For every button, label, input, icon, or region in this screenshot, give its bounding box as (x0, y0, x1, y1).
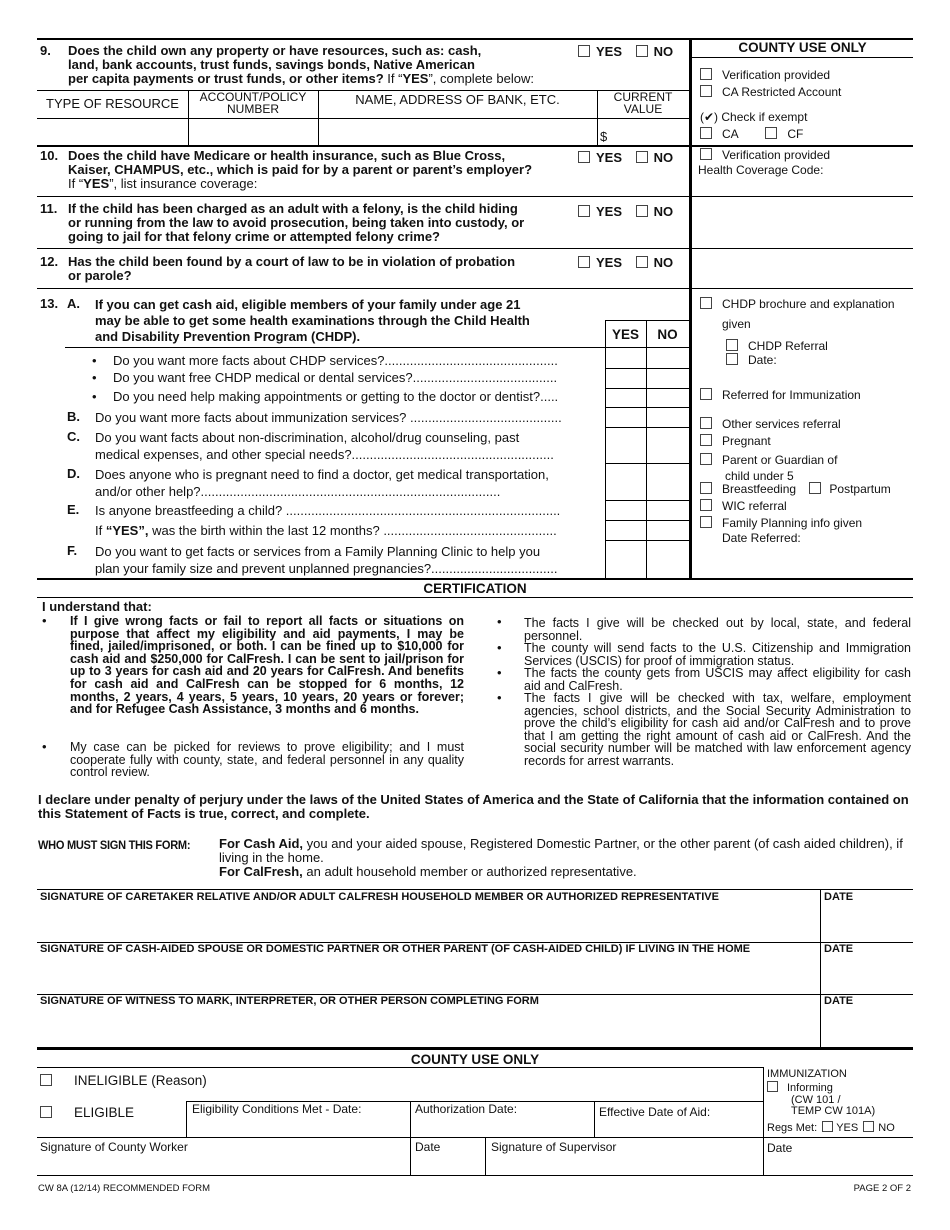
q10-line3b: YES (83, 176, 110, 191)
q9-county-ca-restricted (700, 85, 841, 100)
q13-bottom-rule (37, 578, 913, 580)
county-use-only-header: COUNTY USE ONLY (738, 40, 867, 55)
signature-witness-label: SIGNATURE OF WITNESS TO MARK, INTERPRETER, OR OTHER PERSON COMPLETING FORM (40, 995, 539, 1007)
q13-e1-no-cell[interactable] (647, 501, 689, 520)
q13-f-line1: Do you want to get facts or services from a Family Planning Clinic to help you (95, 544, 541, 559)
q9-cf-label: CF (787, 127, 804, 141)
q9-line3a: per capita payments or trust funds, or other items? (68, 71, 384, 86)
q13-e-line2a: If (95, 523, 106, 538)
q9-ca-label: CA (722, 127, 739, 141)
effective-date-label: Effective Date of Aid: (599, 1105, 711, 1119)
who-calfresh-label: For CalFresh, (219, 864, 303, 879)
q13-county-chdp-brochure (700, 297, 895, 312)
q13-b-no-cell[interactable] (647, 408, 689, 427)
q13-e1-yes-cell[interactable] (606, 501, 646, 520)
q13-grid-top (605, 320, 689, 321)
sig3-date-field[interactable] (821, 1009, 913, 1047)
informing-label: Informing (787, 1082, 833, 1094)
q13-date-label: Date: (748, 353, 777, 367)
county-header-rule (689, 57, 913, 58)
q11-yes-checkbox[interactable] (578, 205, 590, 217)
county-worker-signature-label: Signature of County Worker (40, 1140, 188, 1154)
q9-line1: Does the child own any property or have resources, such as: cash, (68, 43, 482, 58)
regs-met-row (767, 1121, 895, 1135)
q12-bottom-rule (37, 288, 913, 289)
q13-pregnant-label: Pregnant (722, 434, 771, 448)
q10-bottom-rule (37, 196, 913, 197)
q9-ca-checkbox[interactable] (700, 127, 712, 139)
cw101-label: (CW 101 / (791, 1094, 841, 1106)
q9-check-exempt: (✔) Check if exempt (700, 110, 808, 124)
q13-e-line2 (95, 523, 598, 539)
q13-e-line2b: “YES”, (105, 523, 149, 538)
county-bottom-final-rule (37, 1175, 913, 1176)
q13-wic-label: WIC referral (722, 499, 787, 513)
q13-county-pregnant (700, 434, 771, 449)
q13-county-child-under5: child under 5 (725, 469, 794, 483)
q9-value-input[interactable]: $ (600, 129, 608, 144)
q9-cf-checkbox[interactable] (765, 127, 777, 139)
q13-postpartum-label: Postpartum (829, 482, 891, 496)
county-bottom-signature-rule (37, 1137, 913, 1138)
q13-family-planning-label: Family Planning info given (722, 516, 863, 530)
county-bottom-col-3 (594, 1101, 595, 1137)
q13-date-checkbox[interactable] (726, 353, 738, 365)
q13-chdp-referral-checkbox[interactable] (726, 339, 738, 351)
q13-d-no-cell[interactable] (647, 464, 689, 500)
cert-right-bullet1-dot: • (497, 614, 502, 629)
q13-d-letter: D. (67, 466, 80, 481)
regs-met-yes-label: YES (836, 1122, 859, 1134)
sig3-date-label: DATE (824, 995, 854, 1007)
certification-understand: I understand that: (42, 599, 152, 614)
signature-caretaker-field[interactable] (38, 905, 819, 941)
q13-yes-header: YES (611, 327, 639, 342)
sig2-date-field[interactable] (821, 957, 913, 993)
q13-f-line2: plan your family size and prevent unplanned pregnancies?................................... (95, 561, 558, 576)
q13-e-letter: E. (67, 502, 80, 517)
q9-col-name: NAME, ADDRESS OF BANK, ETC. (355, 92, 560, 107)
q9-line3c: YES (402, 71, 429, 86)
q13-bullet3-no-cell[interactable] (647, 389, 689, 407)
cert-left-bullet2-dot: • (42, 739, 47, 754)
q13-a-question (95, 297, 595, 345)
q10-yes-no (578, 150, 673, 165)
page-number: PAGE 2 OF 2 (853, 1183, 911, 1194)
county-bottom-col-1 (186, 1101, 187, 1137)
q13-chdp-brochure-checkbox[interactable] (700, 297, 712, 309)
q13-d-line1: Does anyone who is pregnant need to find a doctor, get medical transportation, (95, 467, 549, 482)
q11-question (68, 202, 573, 244)
q9-col-value: CURRENT VALUE (613, 90, 673, 116)
q12-yes-checkbox[interactable] (578, 256, 590, 268)
q13-bullet3: Do you need help making appointments or getting to the doctor or dentist?..... (113, 390, 559, 404)
cert-left-bullet2: My case can be picked for reviews to prove eligibility; and I must cooperate fully with county, state, and federal personnel in any quality control review. (70, 740, 464, 780)
q13-b-letter: B. (67, 409, 80, 424)
q13-immunization-label: Referred for Immunization (722, 388, 861, 402)
q10-verification-label: Verification provided (722, 148, 831, 162)
q13-breastfeeding-label: Breastfeeding (722, 482, 797, 496)
county-bottom-col-4 (485, 1137, 486, 1175)
who-cash-aid-text: you and your aided spouse, Registered Domestic Partner, or the other parent (of cash aided children), if living in the home. (219, 836, 903, 865)
q10-no-checkbox[interactable] (636, 151, 648, 163)
supervisor-date-label: Date (767, 1141, 793, 1155)
q11-yes-label: YES (596, 204, 623, 219)
q13-bullet1-yes-cell[interactable] (606, 348, 646, 368)
q11-yes-no (578, 204, 673, 219)
q13-no-header: NO (657, 327, 678, 342)
supervisor-signature-label: Signature of Supervisor (491, 1140, 617, 1154)
q13-bullet1-no-cell[interactable] (647, 348, 689, 368)
cert-right-bullet3: The facts the county gets from USCIS may affect eligibility for cash aid and CalFresh. (524, 666, 911, 693)
authorization-date-label: Authorization Date: (415, 1102, 518, 1116)
certification-title: CERTIFICATION (423, 581, 527, 596)
form-id: CW 8A (12/14) RECOMMENDED FORM (38, 1183, 211, 1194)
certification-declaration: I declare under penalty of perjury under the laws of the United States of America and the State of California that the information contained on this Statement of Facts is true, correct, and complete. (38, 792, 909, 821)
q10-county-verification (700, 148, 830, 163)
q10-yes-label: YES (596, 150, 623, 165)
regs-met-no-checkbox[interactable] (863, 1121, 874, 1132)
sig1-date-field[interactable] (821, 905, 913, 941)
cert-right-bullet4: The facts I give will be checked with tax, welfare, employment agencies, school districts, and the Social Security Administration to prove the child’s eligibility for cash aid and/or CalFresh and to prove that I am getting the right amount of cash aid or CalFresh. And the social security number will be matched with law enforcement agency records for arrest warrants. (524, 691, 911, 768)
q9-col-account: ACCOUNT/POLICY NUMBER (199, 90, 307, 116)
q13-b-text: Do you want more facts about immunization services? .......................................... (95, 410, 562, 425)
q10-question (68, 149, 578, 191)
q12-yes-no (578, 255, 673, 270)
sig1-date-label: DATE (824, 891, 854, 903)
q9-ca-restricted-checkbox[interactable] (700, 85, 712, 97)
county-bottom-title-rule (37, 1067, 764, 1068)
q13-c-line1: Do you want facts about non-discrimination, alcohol/drug counseling, past (95, 430, 520, 445)
q13-c-yes-cell[interactable] (606, 428, 646, 463)
q9-ca-restricted-label: CA Restricted Account (722, 85, 842, 99)
q10-number: 10. (40, 148, 59, 163)
q9-bank-input[interactable] (319, 119, 596, 144)
q12-line2: or parole? (68, 268, 132, 283)
who-calfresh-text: an adult household member or authorized representative. (302, 864, 637, 879)
q12-yes-label: YES (596, 255, 623, 270)
cert-right-bullet3-dot: • (497, 665, 502, 680)
q11-no-label: NO (653, 204, 674, 219)
q13-bullet2-yes-cell[interactable] (606, 369, 646, 388)
immunization-label: IMMUNIZATION (767, 1068, 847, 1080)
q13-a-line3: and Disability Prevention Program (CHDP). (95, 329, 361, 344)
county-bottom-title: COUNTY USE ONLY (410, 1052, 540, 1067)
q13-county-immunization (700, 388, 861, 403)
certification-title-rule (37, 597, 913, 598)
q13-f-letter: F. (67, 543, 78, 558)
sig1-top-rule (37, 889, 913, 890)
q12-number: 12. (40, 254, 59, 269)
q10-line3a: If “ (68, 176, 84, 191)
q11-bottom-rule (37, 248, 913, 249)
cert-right-bullet2: The county will send facts to the U.S. Citizenship and Immigration Services (USCIS) for proof of immigration status. (524, 641, 911, 668)
signature-spouse-label: SIGNATURE OF CASH-AIDED SPOUSE OR DOMESTIC PARTNER OR OTHER PARENT (OF CASH-AIDED CHILD) IF LIVING IN THE HOME (40, 943, 751, 955)
q9-yes-label: YES (596, 44, 623, 59)
q9-line2: land, bank accounts, trust funds, savings bonds, Native American (68, 57, 475, 72)
q13-a-line1: If you can get cash aid, eligible members of your family under age 21 (95, 297, 521, 312)
eligibility-date-label: Eligibility Conditions Met - Date: (192, 1102, 362, 1116)
q13-postpartum-checkbox[interactable] (809, 482, 821, 494)
q9-no-label: NO (653, 44, 674, 59)
q13-d-yes-cell[interactable] (606, 464, 646, 500)
q13-chdp-referral-label: CHDP Referral (748, 339, 828, 353)
q13-d-line2: and/or other help?................................................................................... (95, 484, 501, 499)
q13-a-line2: may be able to get some health examinations through the Child Health (95, 313, 530, 328)
regs-met-yes-checkbox[interactable] (822, 1121, 833, 1132)
county-bottom-right-divider (763, 1067, 764, 1175)
q9-verification-checkbox[interactable] (700, 68, 712, 80)
q13-bullet1: Do you want more facts about CHDP services?................................................ (113, 354, 558, 368)
county-column-divider (689, 38, 692, 578)
q13-bullet3-dot: • (92, 389, 97, 404)
q9-line3b: If “ (383, 71, 403, 86)
informing-checkbox[interactable] (767, 1081, 778, 1092)
q11-no-checkbox[interactable] (636, 205, 648, 217)
q13-county-chdp-referral (726, 339, 828, 354)
q13-county-family-planning (700, 516, 862, 531)
q9-exempt-options (700, 127, 803, 142)
q9-verification-label: Verification provided (722, 68, 831, 82)
q9-yes-no (578, 44, 673, 59)
q9-no-checkbox[interactable] (636, 45, 648, 57)
ineligible-row (40, 1073, 207, 1088)
q12-no-label: NO (653, 255, 674, 270)
q9-number: 9. (40, 43, 51, 58)
who-must-sign-label: WHO MUST SIGN THIS FORM: (38, 838, 191, 852)
q13-breastfeeding-checkbox[interactable] (700, 482, 712, 494)
q13-other-services-checkbox[interactable] (700, 417, 712, 429)
q9-col-type: TYPE OF RESOURCE (46, 96, 179, 111)
q10-line1: Does the child have Medicare or health insurance, such as Blue Cross, (68, 148, 506, 163)
county-bottom-col-2 (410, 1101, 411, 1175)
q13-county-other-services (700, 417, 841, 432)
q10-health-code: Health Coverage Code: (698, 163, 824, 177)
q9-question (68, 44, 573, 86)
q13-a-letter: A. (67, 296, 80, 311)
cert-left-bullet1: If I give wrong facts or fail to report all facts or situations on purpose that affect my eligibility and aid payments, I may be fined, jailed/imprisoned, or both. I can be fined up to $10,000 for cash aid and $250,000 for CalFresh. I can be sent to jail/prison for up to 3 years for cash aid and 20 years for CalFresh. And benefits for cash aid and CalFresh can be stopped for 6 months, 12 months, 2 years, 4 years, 5 years, 10 years, 20 years or forever; and for Refugee Cash Assistance, 3 months and 6 months. (70, 614, 464, 717)
q12-no-checkbox[interactable] (636, 256, 648, 268)
q13-f-no-cell[interactable] (647, 541, 689, 578)
signature-witness-field[interactable] (38, 1009, 819, 1047)
who-cash-aid (219, 837, 909, 865)
q13-e2-no-cell[interactable] (647, 521, 689, 540)
regs-met-label: Regs Met: (767, 1122, 818, 1134)
q10-line3c: ”, list insurance coverage: (109, 176, 258, 191)
q13-number: 13. (40, 296, 59, 311)
q13-wic-checkbox[interactable] (700, 499, 712, 511)
q9-table-top (37, 90, 689, 91)
county-bottom-top-rule (37, 1047, 913, 1050)
q13-parent-guardian-label: Parent or Guardian of (722, 453, 838, 467)
q13-bullet2-no-cell[interactable] (647, 369, 689, 388)
ineligible-checkbox[interactable] (40, 1074, 52, 1086)
q9-bottom-rule (37, 145, 913, 147)
temp-cw101a-label: TEMP CW 101A) (791, 1105, 876, 1117)
q10-line2: Kaiser, CHAMPUS, etc., which is paid for by a parent or parent’s employer? (68, 162, 533, 177)
q13-county-date (726, 353, 777, 368)
regs-met-no-label: NO (878, 1122, 895, 1134)
q13-other-services-label: Other services referral (722, 417, 841, 431)
q10-line3 (68, 177, 578, 191)
q13-c-no-cell[interactable] (647, 428, 689, 463)
q12-question (68, 255, 573, 283)
q9-line3 (68, 72, 573, 86)
cert-left-bullet1-dot: • (42, 613, 47, 628)
q13-bullet2-dot: • (92, 370, 97, 385)
q13-parent-guardian-checkbox[interactable] (700, 453, 712, 465)
q10-yes-checkbox[interactable] (578, 151, 590, 163)
q13-county-wic (700, 499, 787, 514)
q9-county-verification (700, 68, 830, 83)
informing-row (767, 1081, 833, 1095)
q13-c-line2: medical expenses, and other special needs?........................................................ (95, 447, 554, 462)
q13-e-line2c: was the birth within the last 12 months? ................................................ (148, 523, 557, 538)
q13-pregnant-checkbox[interactable] (700, 434, 712, 446)
eligible-row (40, 1105, 134, 1120)
q13-bullet2: Do you want free CHDP medical or dental services?........................................ (113, 371, 558, 385)
q9-account-input[interactable] (189, 119, 317, 144)
q13-county-date-referred: Date Referred: (722, 531, 801, 545)
signature-spouse-field[interactable] (38, 957, 819, 993)
eligible-checkbox[interactable] (40, 1106, 52, 1118)
q11-line3: going to jail for that felony crime or attempted felony crime? (68, 229, 440, 244)
eligible-label: ELIGIBLE (74, 1105, 135, 1120)
q13-bullet1-dot: • (92, 353, 97, 368)
q13-c-letter: C. (67, 429, 80, 444)
q13-chdp-brochure-label: CHDP brochure and explanation (722, 297, 895, 311)
q11-number: 11. (40, 201, 58, 216)
q13-e2-yes-cell[interactable] (606, 521, 646, 540)
q11-line2: or running from the law to avoid prosecution, being taken into custody, or (68, 215, 525, 230)
q13-immunization-checkbox[interactable] (700, 388, 712, 400)
q9-line3d: ”, complete below: (428, 71, 534, 86)
q13-county-given: given (722, 317, 751, 331)
q13-e-line1: Is anyone breastfeeding a child? ............................................................................ (95, 503, 561, 518)
q13-family-planning-checkbox[interactable] (700, 516, 712, 528)
cert-right-bullet2-dot: • (497, 640, 502, 655)
q9-yes-checkbox[interactable] (578, 45, 590, 57)
q12-line1: Has the child been found by a court of law to be in violation of probation (68, 254, 516, 269)
signature-caretaker-label: SIGNATURE OF CARETAKER RELATIVE AND/OR ADULT CALFRESH HOUSEHOLD MEMBER OR AUTHORIZED REPRESENTATIVE (40, 891, 719, 903)
q9-col-3 (597, 90, 598, 145)
q10-no-label: NO (653, 150, 674, 165)
q10-verification-checkbox[interactable] (700, 148, 712, 160)
county-worker-date-label: Date (415, 1140, 441, 1154)
q13-county-breastfeeding (700, 482, 891, 497)
q13-county-parent-guardian (700, 453, 837, 468)
sig2-date-label: DATE (824, 943, 854, 955)
who-calfresh (219, 865, 909, 879)
q13-f-yes-cell[interactable] (606, 541, 646, 578)
who-must-sign-text (219, 837, 909, 879)
q13-bullet3-yes-cell[interactable] (606, 389, 646, 407)
q11-line1: If the child has been charged as an adult with a felony, is the child hiding (68, 201, 518, 216)
ineligible-label: INELIGIBLE (Reason) (74, 1073, 207, 1088)
q9-type-input[interactable] (38, 119, 187, 144)
q13-b-yes-cell[interactable] (606, 408, 646, 427)
who-cash-aid-label: For Cash Aid, (219, 836, 304, 851)
q13-section-rule (65, 347, 689, 348)
cert-right-bullet1: The facts I give will be checked out by local, state, and federal personnel. (524, 616, 911, 643)
cert-right-bullet4-dot: • (497, 690, 502, 705)
